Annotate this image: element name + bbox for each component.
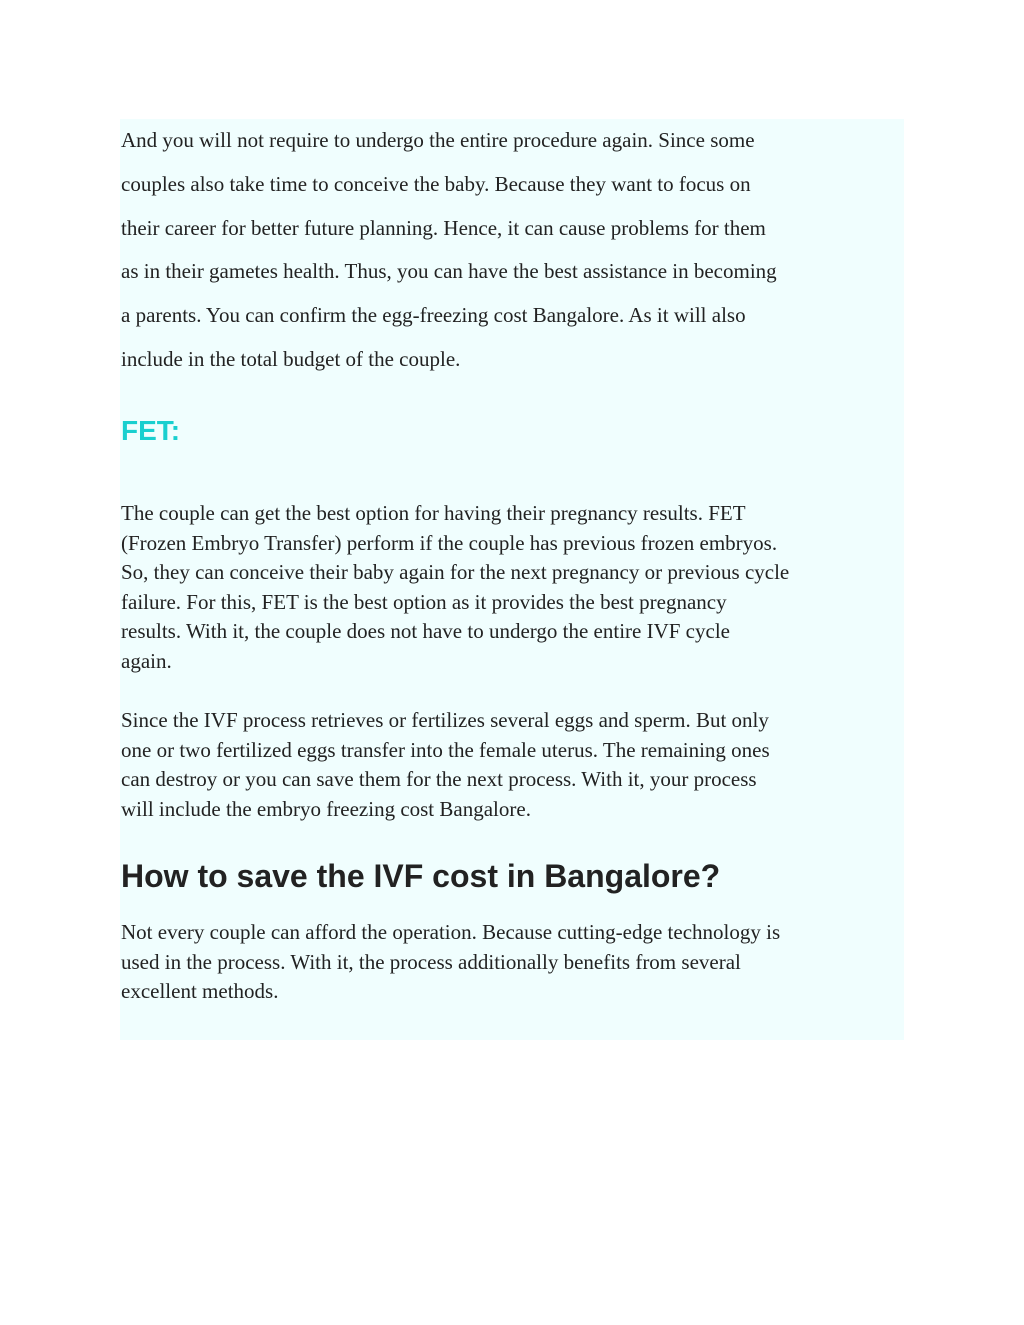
save-cost-heading: How to save the IVF cost in Bangalore?	[121, 858, 721, 894]
intro-paragraph: And you will not require to undergo the entire procedure again. Since some couples also take time to conceive the baby. Because they want to focus on their career for better future planning. Hence, it can cause problems for them as in their gametes health. Thus, you can have the best assistance in becoming a parents. You can confirm the egg-freezing cost Bangalore. As it will also include in the total budget of the couple.	[121, 128, 777, 371]
fet-paragraph-2: Since the IVF process retrieves or fertilizes several eggs and sperm. But only one or two fertilized eggs transfer into the female uterus. The remaining ones can destroy or you can save them for the next process. With it, your process will include the embryo freezing cost Bangalore.	[121, 708, 770, 821]
fet-paragraph-1: The couple can get the best option for having their pregnancy results. FET (Frozen Embryo Transfer) perform if the couple has previous frozen embryos. So, they can conceive their baby again for the next pregnancy or previous cycle failure. For this, FET is the best option as it provides the best pregnancy results. With it, the couple does not have to undergo the entire IVF cycle again.	[121, 501, 790, 673]
fet-heading: FET:	[121, 415, 181, 446]
content-section	[120, 119, 904, 1040]
save-cost-paragraph: Not every couple can afford the operation. Because cutting-edge technology is used in the process. With it, the process additionally benefits from several excellent methods.	[121, 920, 781, 1004]
